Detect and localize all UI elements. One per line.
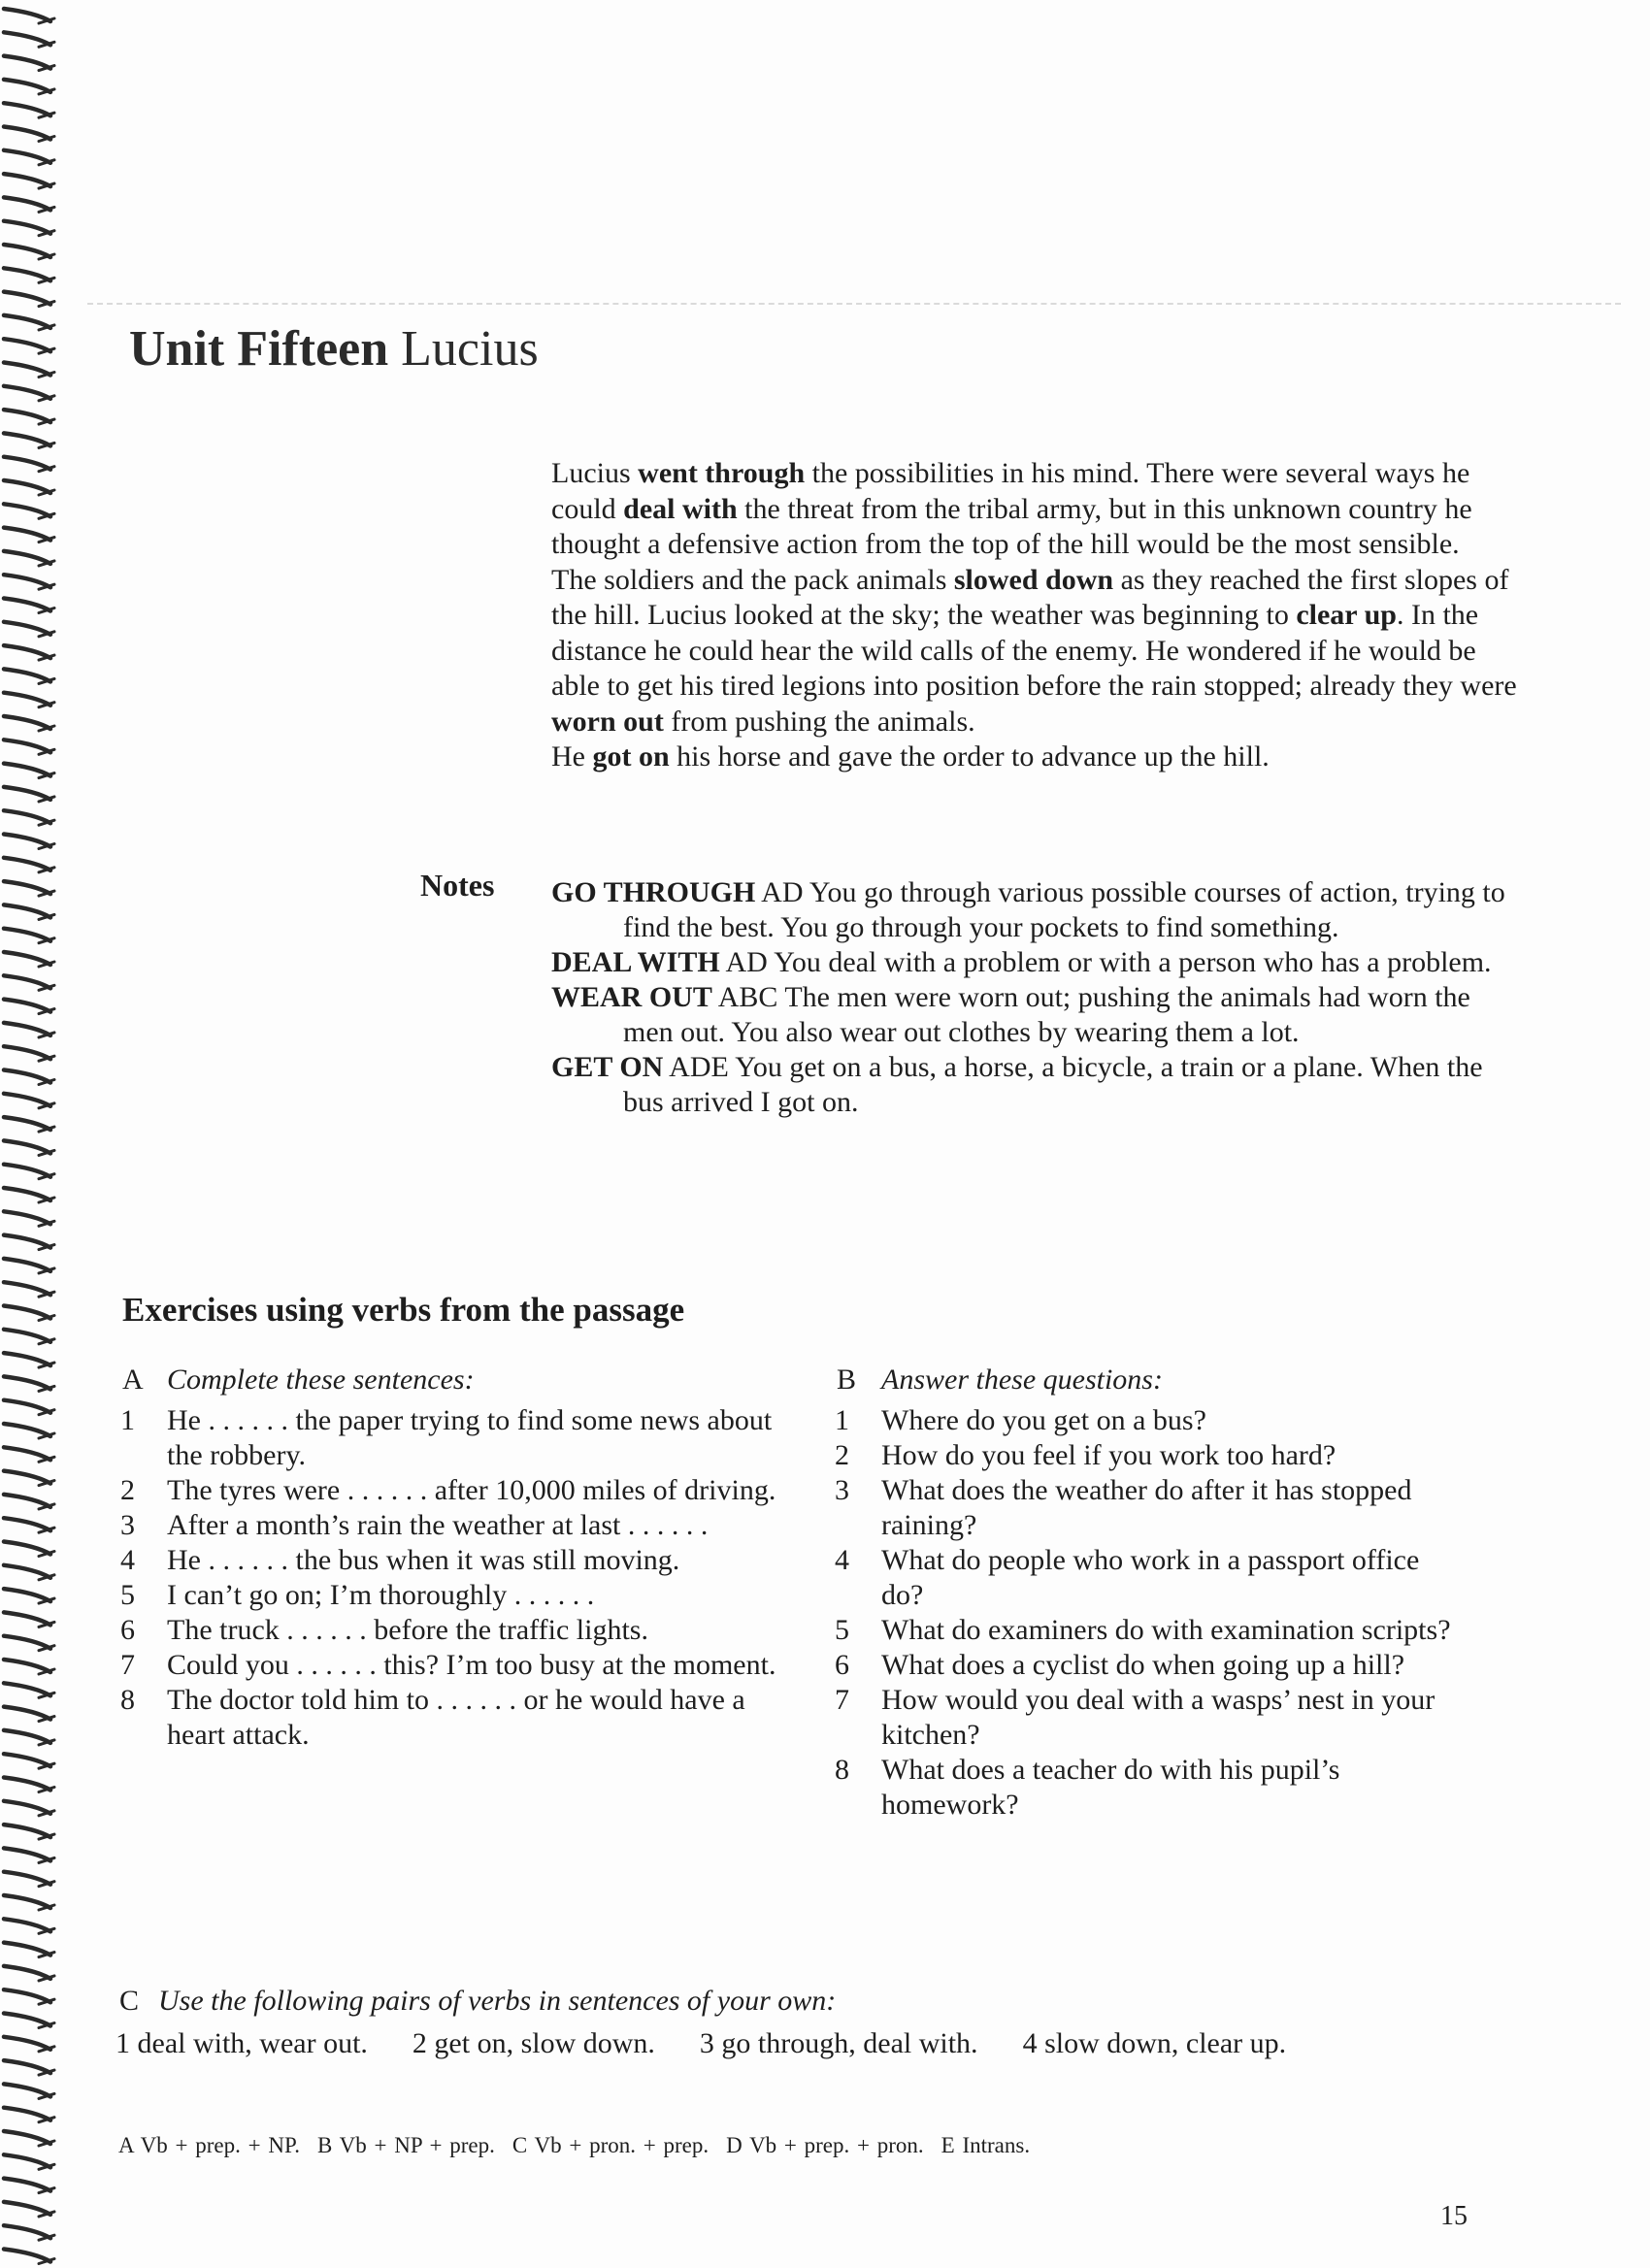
exercise-a-item [118, 1683, 778, 1753]
binding-coil [4, 599, 50, 611]
key-entry: B Vb + NP + prep. [316, 2133, 495, 2157]
binding-coil [4, 1070, 50, 1083]
binding-coil [4, 1683, 50, 1695]
binding-coil [4, 716, 50, 729]
binding-coil [4, 1754, 50, 1766]
exercise-a-instruction: Complete these sentences: [167, 1364, 475, 1396]
passage-text: Lucius [551, 457, 639, 489]
binding-coil [4, 1117, 50, 1130]
binding-coil [4, 2250, 50, 2262]
binding-coil [4, 1707, 50, 1720]
phrasal-verb: deal with [623, 492, 738, 525]
exercise-b-item [833, 1403, 1454, 1438]
item-number: 4 [835, 1544, 849, 1576]
binding-coil [4, 197, 50, 210]
item-text: Where do you get on a bus? [881, 1404, 1206, 1436]
binding-coil [4, 1801, 50, 1814]
binding-coil [4, 32, 50, 45]
passage-paragraph [551, 563, 1522, 740]
item-text: The tyres were . . . . . . after 10,000 miles of driving. [167, 1474, 776, 1506]
note-text: AD You deal with a problem or with a person who has a problem. [719, 946, 1492, 978]
phrasal-verb: got on [592, 740, 670, 772]
item-number: 3 [120, 1509, 135, 1541]
item-number: 7 [120, 1649, 135, 1681]
grammar-key [118, 2133, 1047, 2158]
item-text: He . . . . . . the paper trying to find some news about the robbery. [167, 1404, 773, 1471]
binding-coil [4, 433, 50, 445]
note-entry [551, 980, 1522, 1050]
binding-coil [4, 2225, 50, 2238]
exercise-c-letter: C [119, 1985, 140, 2017]
exercise-b-header [833, 1363, 1454, 1397]
binding-coil [4, 1636, 50, 1649]
top-divider [87, 303, 1621, 305]
binding-coil [4, 1188, 50, 1200]
passage-text: as they reached the first slopes of the hill. Lucius looked at the sky; the weather was beginning to [551, 563, 1509, 631]
phrasal-verb: worn out [551, 705, 664, 738]
binding-coil [4, 881, 50, 894]
exercise-a-item [118, 1613, 778, 1648]
binding-coil [4, 528, 50, 541]
binding-coil [4, 1353, 50, 1365]
unit-name: Lucius [401, 321, 539, 377]
item-text: How do you feel if you work too hard? [881, 1439, 1336, 1471]
binding-coil [4, 1824, 50, 1837]
binding-coil [4, 975, 50, 988]
binding-coil [4, 1660, 50, 1672]
binding-coil [4, 551, 50, 564]
binding-coil [4, 1495, 50, 1507]
binding-coil [4, 386, 50, 399]
binding-coil [4, 1943, 50, 1956]
binding-coil [4, 2037, 50, 2050]
binding-coil [4, 363, 50, 376]
exercise-a-item [118, 1578, 778, 1613]
note-term: GET ON [551, 1051, 664, 1083]
note-entry [551, 875, 1522, 945]
binding-coil [4, 1565, 50, 1578]
item-text: The truck . . . . . . before the traffic lights. [167, 1614, 648, 1646]
binding-coil [4, 1589, 50, 1601]
exercise-a-item [118, 1543, 778, 1578]
binding-coil [4, 1872, 50, 1885]
binding-coil [4, 127, 50, 140]
exercise-a-letter: A [122, 1364, 144, 1396]
exercise-c-instruction: Use the following pairs of verbs in sentences of your own: [158, 1985, 837, 2017]
passage-text: The soldiers and the pack animals [551, 563, 954, 596]
binding-coil [4, 929, 50, 941]
item-text: How would you deal with a wasps’ nest in your kitchen? [881, 1684, 1436, 1751]
note-term: WEAR OUT [551, 981, 712, 1013]
binding-coil [4, 1235, 50, 1248]
binding-coil [4, 268, 50, 280]
phrasal-verb: slowed down [953, 563, 1114, 596]
item-number: 5 [835, 1614, 849, 1646]
binding-coil [4, 1046, 50, 1059]
unit-number: Unit Fifteen [129, 321, 389, 377]
item-number: 3 [835, 1474, 849, 1506]
note-text: ADE You get on a bus, a horse, a bicycle, a train or a plane. When the bus arrived I got on. [623, 1051, 1483, 1118]
binding-coil [4, 1400, 50, 1413]
exercise-a [118, 1363, 778, 1753]
exercise-b-item [833, 1473, 1454, 1543]
binding-coil [4, 952, 50, 965]
binding-coil [4, 1730, 50, 1743]
binding-coil [4, 245, 50, 257]
binding-coil [4, 339, 50, 351]
exercise-a-header [118, 1363, 778, 1397]
verb-pairs [116, 2026, 1513, 2061]
item-number: 8 [835, 1754, 849, 1786]
note-text: AD You go through various possible courses of action, trying to find the best. You go through your pockets to find something. [623, 876, 1505, 943]
item-number: 5 [120, 1579, 135, 1611]
verb-pair: 1 deal with, wear out. [116, 2027, 368, 2059]
binding-coil [4, 740, 50, 752]
item-number: 4 [120, 1544, 135, 1576]
binding-coil [4, 1306, 50, 1319]
phrasal-verb: clear up [1296, 599, 1397, 631]
binding-coil [4, 1542, 50, 1555]
binding-coil [4, 669, 50, 681]
item-number: 8 [120, 1684, 135, 1716]
binding-coil [4, 787, 50, 800]
exercise-a-item [118, 1473, 778, 1508]
binding-coil [4, 2014, 50, 2026]
item-text: Could you . . . . . . this? I’m too busy at the moment. [167, 1649, 776, 1681]
binding-coil [4, 2179, 50, 2191]
binding-coil [4, 1919, 50, 1931]
binding-coil [4, 80, 50, 92]
item-number: 1 [835, 1404, 849, 1436]
binding-coil [4, 904, 50, 917]
item-text: What does a cyclist do when going up a hill? [881, 1649, 1405, 1681]
key-entry: A Vb + prep. + NP. [118, 2133, 300, 2157]
exercise-a-item [118, 1648, 778, 1683]
item-number: 7 [835, 1684, 849, 1716]
binding-coil [4, 2060, 50, 2073]
binding-coil [4, 2202, 50, 2215]
exercise-c [116, 1984, 1513, 2061]
binding-coil [4, 858, 50, 871]
verb-pair: 4 slow down, clear up. [1022, 2027, 1287, 2059]
verb-pair: 2 get on, slow down. [412, 2027, 655, 2059]
binding-coil [4, 1282, 50, 1295]
binding-coil [4, 1848, 50, 1860]
binding-coil [4, 835, 50, 847]
binding-coil [4, 645, 50, 658]
exercise-b [833, 1363, 1454, 1823]
binding-coil [4, 693, 50, 706]
binding-coil [4, 457, 50, 470]
binding-coil [4, 1989, 50, 2002]
item-number: 2 [835, 1439, 849, 1471]
key-entry: D Vb + prep. + pron. [726, 2133, 924, 2157]
item-text: What does a teacher do with his pupil’s homework? [881, 1754, 1340, 1821]
binding-coil [4, 2108, 50, 2120]
binding-coil [4, 410, 50, 422]
binding-coil [4, 480, 50, 493]
passage-paragraph [551, 456, 1522, 563]
binding-coil [4, 1259, 50, 1271]
passage-text: the possibilities in his mind. There were several ways he could [551, 457, 1470, 525]
phrasal-verb: went through [638, 457, 806, 489]
binding-coil [4, 315, 50, 328]
item-text: The doctor told him to . . . . . . or he would have a heart attack. [167, 1684, 745, 1751]
exercise-b-item [833, 1438, 1454, 1473]
binding-coil [4, 1612, 50, 1625]
spiral-binding [0, 0, 60, 2268]
exercise-b-item [833, 1613, 1454, 1648]
item-text: What does the weather do after it has stopped raining? [881, 1474, 1412, 1541]
binding-coil [4, 1000, 50, 1012]
note-term: DEAL WITH [551, 946, 720, 978]
binding-coil [4, 1778, 50, 1791]
binding-coil [4, 1518, 50, 1530]
reading-passage [551, 456, 1522, 775]
binding-coil [4, 1895, 50, 1908]
passage-paragraph [551, 740, 1522, 775]
exercise-b-item [833, 1543, 1454, 1613]
binding-coil [4, 1471, 50, 1484]
note-term: GO THROUGH [551, 876, 756, 908]
binding-coil [4, 56, 50, 69]
binding-coil [4, 1966, 50, 1979]
item-text: What do people who work in a passport office do? [881, 1544, 1420, 1611]
exercise-c-header [116, 1984, 1513, 2019]
binding-coil [4, 1447, 50, 1460]
item-number: 6 [120, 1614, 135, 1646]
notes-list [551, 875, 1522, 1120]
exercise-b-item [833, 1648, 1454, 1683]
key-entry: E Intrans. [940, 2133, 1031, 2157]
binding-coil [4, 764, 50, 776]
passage-text: his horse and gave the order to advance up the hill. [669, 740, 1270, 772]
item-text: I can’t go on; I’m thoroughly . . . . . . [167, 1579, 595, 1611]
binding-coil [4, 174, 50, 186]
item-number: 1 [120, 1404, 135, 1436]
note-text: ABC The men were worn out; pushing the animals had worn the men out. You also wear out clothes by wearing them a lot. [623, 981, 1470, 1048]
exercise-a-item [118, 1508, 778, 1543]
item-number: 2 [120, 1474, 135, 1506]
binding-coil [4, 1330, 50, 1342]
passage-text: the threat from the tribal army, but in this unknown country he thought a defensive action from the top of the hill would be the most sensible. [551, 492, 1472, 560]
exercise-b-letter: B [837, 1364, 857, 1396]
binding-coil [4, 1211, 50, 1224]
binding-coil [4, 150, 50, 163]
binding-coil [4, 2131, 50, 2144]
item-text: What do examiners do with examination scripts? [881, 1614, 1451, 1646]
exercise-b-item [833, 1683, 1454, 1753]
binding-coil [4, 2084, 50, 2096]
exercises-heading: Exercises using verbs from the passage [122, 1291, 685, 1329]
binding-coil [4, 1094, 50, 1106]
page-number: 15 [1440, 2201, 1468, 2231]
binding-coil [4, 292, 50, 305]
passage-text: from pushing the animals. [663, 705, 975, 738]
exercise-b-instruction: Answer these questions: [881, 1364, 1163, 1396]
binding-coil [4, 504, 50, 516]
item-text: After a month’s rain the weather at last . . . . . . [167, 1509, 709, 1541]
binding-coil [4, 622, 50, 635]
key-entry: C Vb + pron. + prep. [512, 2133, 710, 2157]
passage-text: . In the distance he could hear the wild calls of the enemy. He wondered if he would be able to get his tired legions into position before the rain stopped; already they were [551, 599, 1517, 702]
verb-pair: 3 go through, deal with. [699, 2027, 978, 2059]
note-entry [551, 945, 1522, 980]
binding-coil [4, 1376, 50, 1389]
notes-label: Notes [420, 868, 495, 903]
binding-coil [4, 103, 50, 115]
binding-coil [4, 575, 50, 587]
binding-coil [4, 1424, 50, 1436]
binding-coil [4, 1023, 50, 1035]
exercise-a-item [118, 1403, 778, 1473]
binding-coil [4, 221, 50, 234]
passage-text: He [551, 740, 593, 772]
binding-coil [4, 810, 50, 823]
binding-coil [4, 2154, 50, 2167]
binding-coil [4, 1165, 50, 1177]
unit-title [129, 320, 539, 378]
exercise-b-item [833, 1753, 1454, 1823]
binding-coil [4, 1140, 50, 1153]
note-entry [551, 1050, 1522, 1120]
binding-coil [4, 9, 50, 21]
item-number: 6 [835, 1649, 849, 1681]
item-text: He . . . . . . the bus when it was still moving. [167, 1544, 680, 1576]
